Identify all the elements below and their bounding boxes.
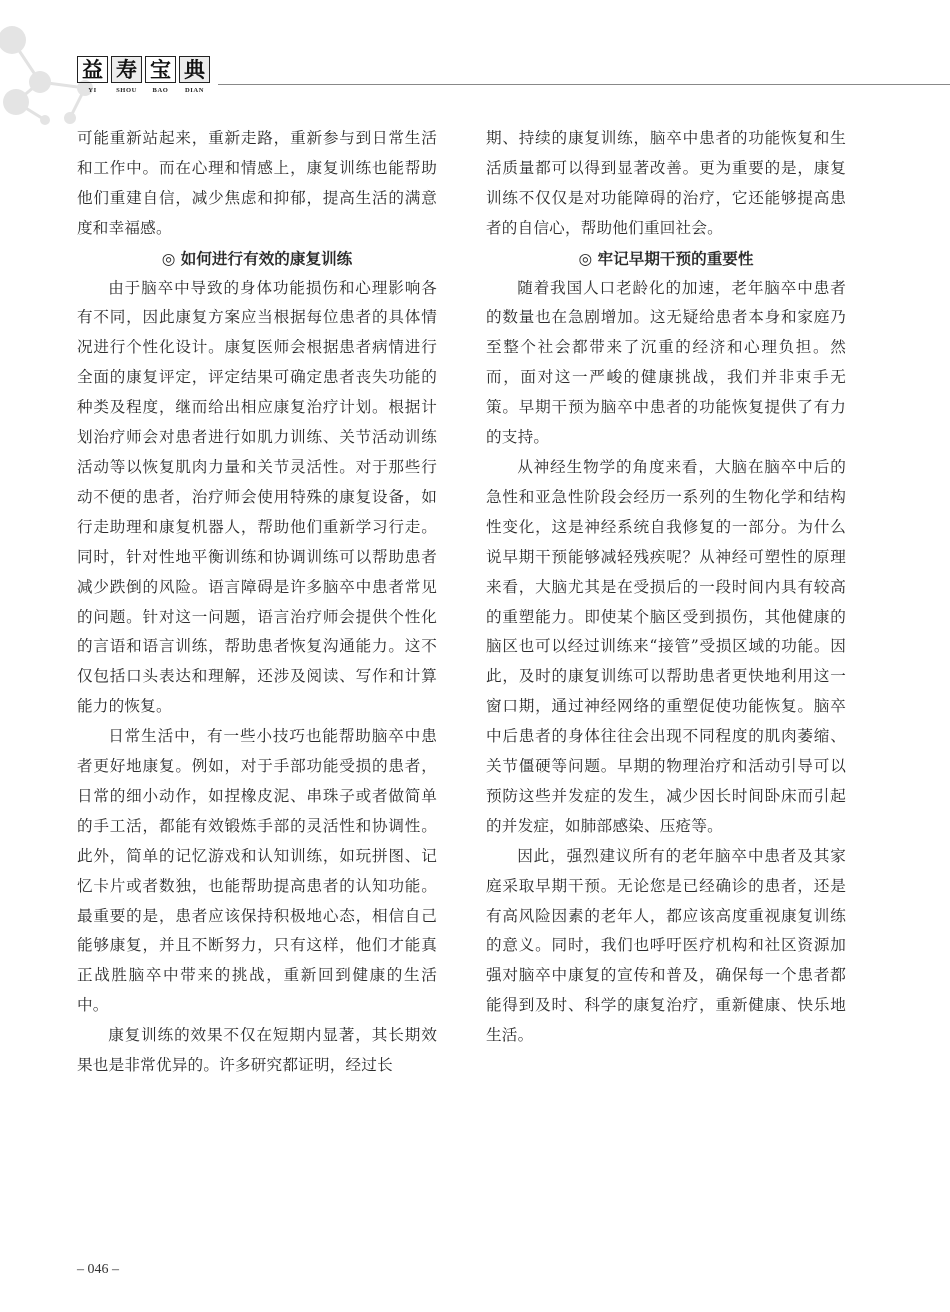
paragraph: 因此，强烈建议所有的老年脑卒中患者及其家庭采取早期干预。无论您是已经确诊的患者，还是有高风险因素的老年人，都应该高度重视康复训练的意义。同时，我们也呼吁医疗机构和社区资源加强对脑卒中康复的宣传和普及，确保每一个患者都能得到及时、科学的康复治疗，重新健康、快乐地生活。 xyxy=(486,846,846,1045)
paragraph: 日常生活中，有一些小技巧也能帮助脑卒中患者更好地康复。例如，对于手部功能受损的患者，日常的细小动作，如捏橡皮泥、串珠子或者做简单的手工活，都能有效锻炼手部的灵活性和协调性。此外，简单的记忆游戏和认知训练，如玩拼图、记忆卡片或者数独，也能帮助提高患者的认知功能。最重要的是，患者应该保持积极地心态，相信自己能够康复，并且不断努力，只有这样，他们才能真正战胜脑卒中带来的挑战，重新回到健康的生活中。 xyxy=(77,727,437,1015)
title-char: 益 xyxy=(77,56,108,83)
left-column xyxy=(77,124,437,1081)
page-number: – 046 – xyxy=(77,1262,119,1277)
paragraph: 期、持续的康复训练，脑卒中患者的功能恢复和生活质量都可以得到显著改善。更为重要的是，康复训练不仅仅是对功能障碍的治疗，它还能够提高患者的自信心，帮助他们重回社会。 xyxy=(486,129,846,237)
pinyin-syllable: DIAN xyxy=(184,87,204,94)
paragraph: 由于脑卒中导致的身体功能损伤和心理影响各有不同，因此康复方案应当根据每位患者的具体情况进行个性化设计。康复医师会根据患者病情进行全面的康复评定，评定结果可确定患者丧失功能的种类及程度，继而给出相应康复治疗计划。根据计划治疗师会对患者进行如肌力训练、关节活动训练活动等以恢复肌肉力量和关节灵活性。对于那些行动不便的患者，治疗师会使用特殊的康复设备，如行走助理和康复机器人，帮助他们重新学习行走。同时，针对性地平衡训练和协调训练可以帮助患者减少跌倒的风险。语言障碍是许多脑卒中患者常见的问题。针对这一问题，语言治疗师会提供个性化的言语和语言训练，帮助患者恢复沟通能力。这不仅包括口头表达和理解，还涉及阅读、写作和计算能力的恢复。 xyxy=(77,278,437,716)
title-char: 寿 xyxy=(111,56,142,83)
masthead xyxy=(77,56,210,94)
pinyin-syllable: YI xyxy=(88,87,97,94)
title-char: 典 xyxy=(179,56,210,83)
title-char: 宝 xyxy=(145,56,176,83)
magazine-title-pinyin xyxy=(77,87,210,94)
paragraph: 可能重新站起来，重新走路，重新参与到日常生活和工作中。而在心理和情感上，康复训练也能帮助他们重建自信，减少焦虑和抑郁，提高生活的满意度和幸福感。 xyxy=(77,129,437,237)
pinyin-syllable: SHOU xyxy=(116,87,137,94)
paragraph: 随着我国人口老龄化的加速，老年脑卒中患者的数量也在急剧增加。这无疑给患者本身和家庭乃至整个社会都带来了沉重的经济和心理负担。然而，面对这一严峻的健康挑战，我们并非束手无策。早期干预为脑卒中患者的功能恢复提供了有力的支持。 xyxy=(486,278,846,447)
section-heading: ◎ 如何进行有效的康复训练 xyxy=(161,248,353,268)
right-column xyxy=(486,124,846,1051)
paragraph: 康复训练的效果不仅在短期内显著，其长期效果也是非常优异的。许多研究都证明，经过长 xyxy=(77,1026,437,1075)
magazine-title xyxy=(77,56,210,83)
header-rule xyxy=(218,84,950,85)
section-heading: ◎ 牢记早期干预的重要性 xyxy=(578,248,754,268)
pinyin-syllable: BAO xyxy=(152,87,169,94)
paragraph: 从神经生物学的角度来看，大脑在脑卒中后的急性和亚急性阶段会经历一系列的生物化学和结构性变化，这是神经系统自我修复的一部分。为什么说早期干预能够减轻残疾呢？从神经可塑性的原理来看，大脑尤其是在受损后的一段时间内具有较高的重塑能力。即使某个脑区受到损伤，其他健康的脑区也可以经过训练来“接管”受损区域的功能。因此，及时的康复训练可以帮助患者更快地利用这一窗口期，通过神经网络的重塑促使功能恢复。脑卒中后患者的身体往往会出现不同程度的肌肉萎缩、关节僵硬等问题。早期的物理治疗和活动引导可以预防这些并发症的发生，减少因长时间卧床而引起的并发症，如肺部感染、压疮等。 xyxy=(486,457,846,835)
